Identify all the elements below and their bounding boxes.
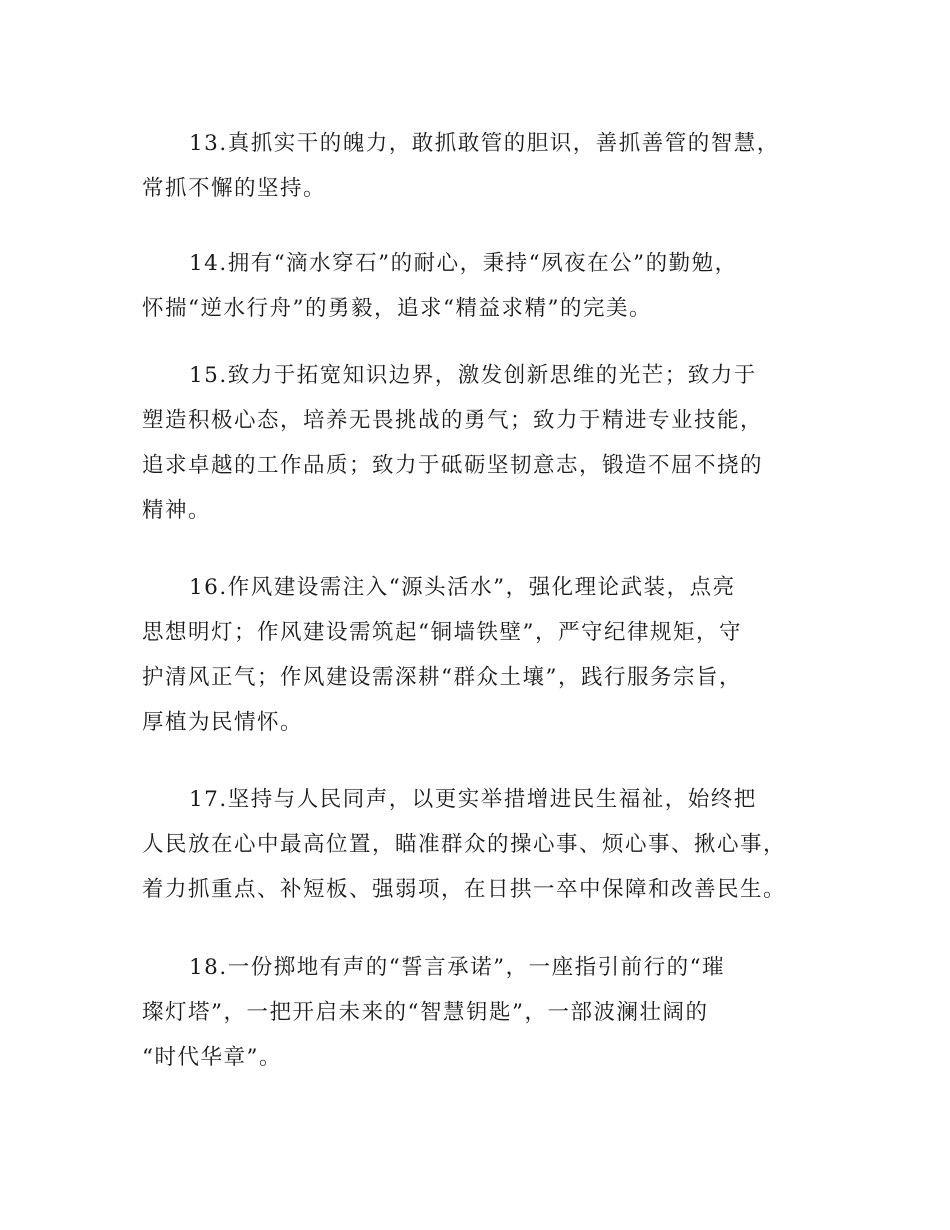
paragraph-line: 护清风正气；作风建设需深耕“群众土壤”，践行服务宗旨， <box>142 665 742 690</box>
paragraph-line: “时代华章”。 <box>142 1045 282 1070</box>
paragraph-line: 着力抓重点、补短板、强弱项，在日拱一卒中保障和改善民生。 <box>142 877 787 902</box>
paragraph-line: 思想明灯；作风建设需筑起“铜墙铁壁”，严守纪律规矩，守 <box>142 620 742 645</box>
paragraph-line: 13.真抓实干的魄力，敢抓敢管的胆识，善抓善管的智慧， <box>189 131 780 156</box>
paragraph-line: 人民放在心中最高位置，瞄准群众的操心事、烦心事、揪心事， <box>142 832 787 857</box>
paragraph-14 <box>142 241 842 331</box>
paragraph-line: 厚植为民情怀。 <box>142 710 304 735</box>
paragraph-line: 精神。 <box>142 498 212 523</box>
paragraph-line: 塑造积极心态，培养无畏挑战的勇气；致力于精进专业技能， <box>142 408 764 433</box>
paragraph-16 <box>142 565 842 745</box>
paragraph-line: 14.拥有“滴水穿石”的耐心，秉持“夙夜在公”的勤勉， <box>189 251 738 276</box>
paragraph-line: 怀揣“逆水行舟”的勇毅，追求“精益求精”的完美。 <box>142 296 652 321</box>
paragraph-line: 18.一份掷地有声的“誓言承诺”，一座指引前行的“璀 <box>189 955 726 980</box>
paragraph-line: 璨灯塔”，一把开启未来的“智慧钥匙”，一部波澜壮阔的 <box>142 1000 709 1025</box>
paragraph-15 <box>142 353 842 533</box>
paragraph-line: 常抓不懈的坚持。 <box>142 176 327 201</box>
paragraph-line: 17.坚持与人民同声，以更实举措增进民生福祉，始终把 <box>189 787 757 812</box>
paragraph-17 <box>142 777 842 912</box>
paragraph-18 <box>142 945 842 1080</box>
paragraph-line: 追求卓越的工作品质；致力于砥砺坚韧意志，锻造不屈不挠的 <box>142 453 764 478</box>
paragraph-line: 16.作风建设需注入“源头活水”，强化理论武装，点亮 <box>189 575 736 600</box>
paragraph-13 <box>142 121 842 211</box>
paragraph-line: 15.致力于拓宽知识边界，激发创新思维的光芒；致力于 <box>189 363 757 388</box>
